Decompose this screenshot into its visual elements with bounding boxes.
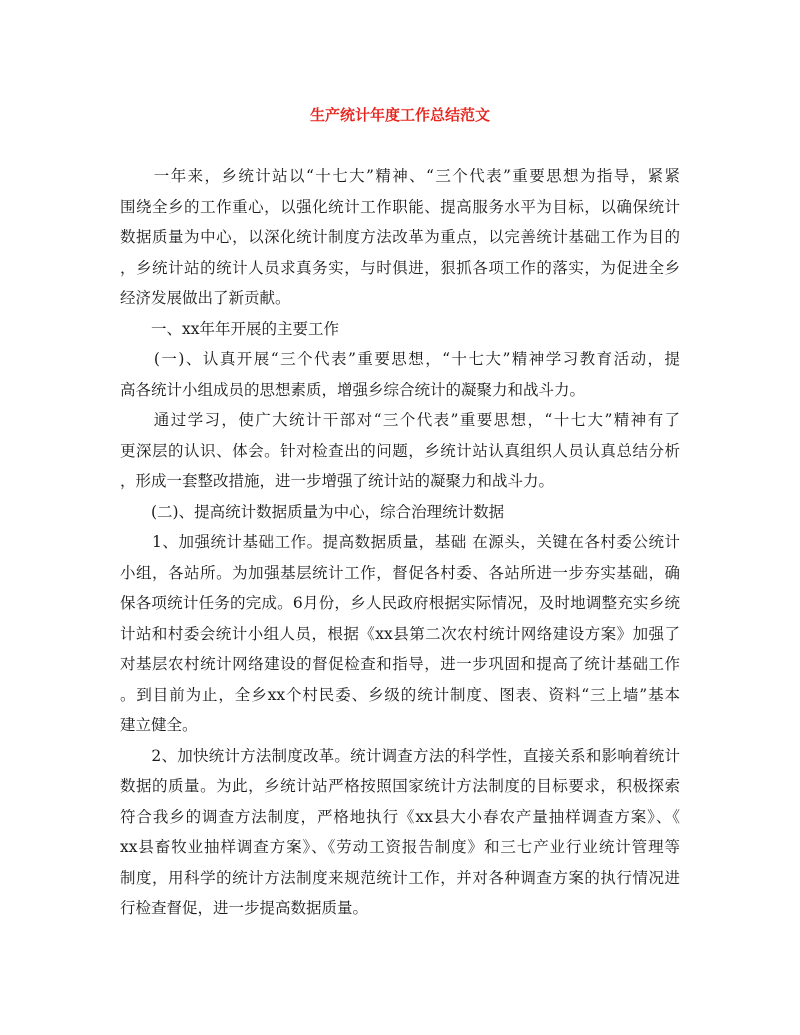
body-line: 小组，各站所。为加强基层统计工作，督促各村委、各站所进一步夯实基础，确 [120, 563, 680, 582]
body-line: 高各统计小组成员的思想素质，增强乡综合统计的凝聚力和战斗力。 [120, 380, 586, 399]
body-line: 制度，用科学的统计方法制度来规范统计工作，并对各种调查方案的执行情况进 [120, 868, 680, 887]
body-line: 经济发展做出了新贡献。 [120, 289, 291, 307]
body-line: 行检查督促，进一步提高数据质量。 [120, 899, 369, 917]
body-line: (二)、提高统计数据质量为中心，综合治理统计数据 [120, 502, 505, 521]
body-line: 1、加强统计基础工作。提高数据质量，基础 在源头，关键在各村委公统计 [120, 533, 680, 551]
body-line: 对基层农村统计网络建设的督促检查和指导，进一步巩固和提高了统计基础工作 [120, 655, 680, 673]
body-line: 符合我乡的调查方法制度，严格地执行《xx县大小春农产量抽样调查方案》、《 [120, 807, 680, 826]
body-line: ，乡统计站的统计人员求真务实，与时俱进，狠抓各项工作的落实，为促进全乡 [120, 258, 680, 277]
body-line: 一、xx年年开展的主要工作 [120, 319, 339, 338]
body-line: 计站和村委会统计小组人员，根据《xx县第二次农村统计网络建设方案》加强了 [120, 624, 680, 643]
document-title: 生产统计年度工作总结范文 [309, 106, 490, 124]
body-line: 建立健全。 [120, 716, 198, 734]
document-body [120, 161, 680, 924]
body-line: (一)、认真开展“三个代表”重要思想，“十七大”精神学习教育活动，提 [120, 350, 680, 368]
body-line: ，形成一套整改措施，进一步增强了统计站的凝聚力和战斗力。 [120, 472, 555, 490]
body-line: 围绕全乡的工作重心，以强化统计工作职能、提高服务水平为目标，以确保统计 [120, 197, 680, 216]
body-line: 数据质量为中心，以深化统计制度方法改革为重点，以完善统计基础工作为目的 [120, 228, 680, 246]
body-line: 一年来，乡统计站以“十七大”精神、“三个代表”重要思想为指导，紧紧 [120, 167, 680, 185]
body-line: xx县畜牧业抽样调查方案》、《劳动工资报告制度》和三七产业行业统计管理等 [120, 838, 680, 856]
body-line: 2、加快统计方法制度改革。统计调查方法的科学性，直接关系和影响着统计 [120, 746, 680, 765]
body-line: 保各项统计任务的完成。6月份，乡人民政府根据实际情况，及时地调整充实乡统 [120, 594, 680, 612]
body-line: 数据的质量。为此，乡统计站严格按照国家统计方法制度的目标要求，积极探索 [120, 777, 680, 795]
body-line: 通过学习，使广大统计干部对“三个代表”重要思想，“十七大”精神有了 [120, 411, 680, 429]
body-line: 更深层的认识、体会。针对检查出的问题，乡统计站认真组织人员认真总结分析 [120, 441, 680, 460]
body-line: 。到目前为止，全乡xx个村民委、乡级的统计制度、图表、资料“三上墙”基本 [120, 685, 680, 704]
